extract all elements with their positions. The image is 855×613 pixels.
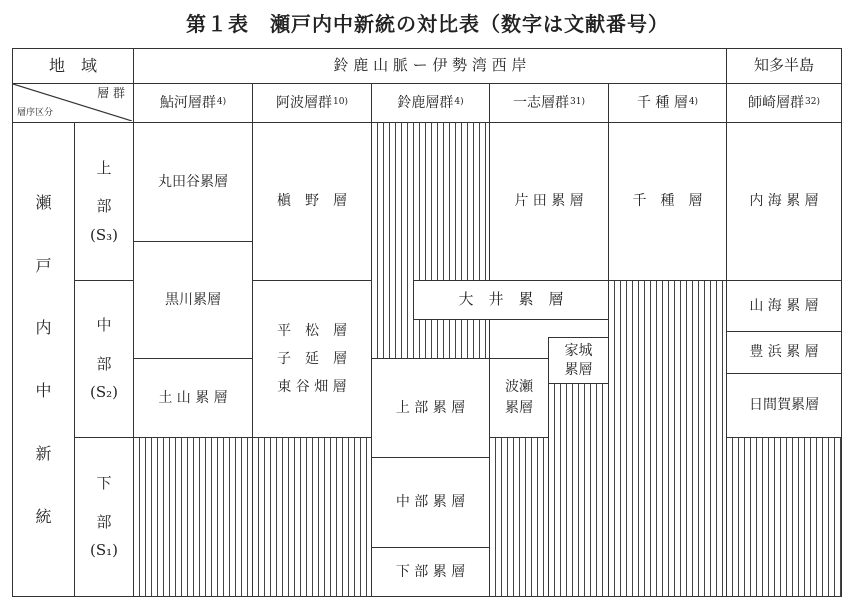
unit-chigusa: 千 種 層 — [608, 122, 727, 281]
hatch-ayukawa-lower — [133, 437, 253, 597]
series-char: 戸 — [35, 255, 52, 275]
ref-number: 4) — [216, 97, 227, 108]
unit-hiramatsu: 平 松 層 — [277, 323, 347, 339]
unit-chubu: 中 部 累 層 — [371, 457, 490, 548]
series-char: 新 — [35, 444, 52, 464]
division-char: 部 — [96, 512, 112, 531]
header-region-label: 地 域 — [12, 48, 134, 84]
hatch-ichishi-lower-left — [489, 437, 549, 597]
group-name: 一志層群 — [513, 94, 570, 111]
unit-tsuchiyama: 土 山 累 層 — [133, 358, 253, 438]
ref-number: 4) — [688, 97, 699, 108]
group-header-ayukawa — [133, 83, 253, 123]
unit-marutaya: 丸田谷累層 — [133, 122, 253, 242]
division-upper — [74, 122, 134, 281]
series-char: 瀬 — [35, 192, 52, 212]
division-code: (S₁) — [90, 541, 118, 560]
division-middle — [74, 280, 134, 438]
group-name: 鮎河層群 — [159, 94, 216, 111]
unit-hase — [489, 358, 549, 438]
division-char: 部 — [96, 197, 112, 216]
unit-hase-line1: 波瀬 — [505, 379, 533, 395]
ref-number: 10) — [333, 97, 348, 108]
unit-kabu: 下 部 累 層 — [371, 547, 490, 597]
unit-awa-middle — [252, 280, 372, 438]
header-diagonal-cell — [12, 83, 134, 123]
header-region-chita: 知多半島 — [726, 48, 842, 84]
division-char: 部 — [96, 354, 112, 373]
group-header-suzuka — [371, 83, 490, 123]
diag-label-division: 層序区分 — [17, 107, 54, 118]
series-char: 内 — [35, 318, 52, 338]
ref-number: 32) — [805, 97, 820, 108]
unit-oi: 大 井 累 層 — [413, 280, 609, 320]
unit-himaka: 日間賀累層 — [726, 373, 842, 438]
series-char: 統 — [35, 506, 52, 526]
hatch-awa-lower — [252, 437, 372, 597]
unit-yokono: 槇 野 層 — [252, 122, 372, 281]
unit-kurokawa: 黒川累層 — [133, 241, 253, 359]
group-name: 阿波層群 — [276, 94, 333, 111]
group-name: 師崎層群 — [748, 94, 805, 111]
group-header-morozaki — [726, 83, 842, 123]
unit-katada: 片 田 累 層 — [489, 122, 609, 281]
group-header-ichishi — [489, 83, 609, 123]
division-code: (S₂) — [90, 383, 118, 402]
unit-ieshiro-line1: 家城 — [564, 342, 593, 359]
division-char: 上 — [96, 158, 112, 177]
series-label — [12, 122, 75, 597]
unit-hase-line2: 累層 — [505, 400, 533, 416]
header-region-suzuka: 鈴 鹿 山 脈 ー 伊 勢 湾 西 岸 — [133, 48, 727, 84]
group-header-awa — [252, 83, 372, 123]
unit-utsumi: 内 海 累 層 — [726, 122, 842, 281]
division-char: 中 — [96, 316, 112, 335]
hatch-chigusa-lower — [608, 280, 727, 597]
hatch-morozaki-lower — [726, 437, 842, 597]
unit-yamami: 山 海 累 層 — [726, 280, 842, 332]
unit-jobu: 上 部 累 層 — [371, 358, 490, 458]
ref-number: 31) — [570, 97, 585, 108]
unit-konobu: 子 延 層 — [277, 351, 347, 367]
diag-label-group: 層 群 — [97, 86, 125, 100]
ref-number: 4) — [454, 97, 464, 108]
unit-higashidani: 東 谷 畑 層 — [277, 379, 347, 395]
hatch-suzuka-upper — [371, 122, 490, 359]
unit-ieshiro-line2: 累層 — [564, 361, 593, 378]
division-lower — [74, 437, 134, 597]
table-title: 第１表 瀬戸内中新統の対比表（数字は文献番号） — [186, 12, 669, 36]
unit-toyohama: 豊 浜 累 層 — [726, 331, 842, 374]
group-name: 鈴鹿層群 — [397, 94, 454, 111]
group-header-chigusa — [608, 83, 727, 123]
unit-ieshiro — [548, 337, 609, 384]
hatch-ichishi-lower-right — [548, 383, 609, 597]
division-char: 下 — [96, 474, 112, 493]
series-char: 中 — [35, 381, 52, 401]
group-name: 千 種 層 — [636, 94, 688, 111]
division-code: (S₃) — [90, 225, 118, 244]
